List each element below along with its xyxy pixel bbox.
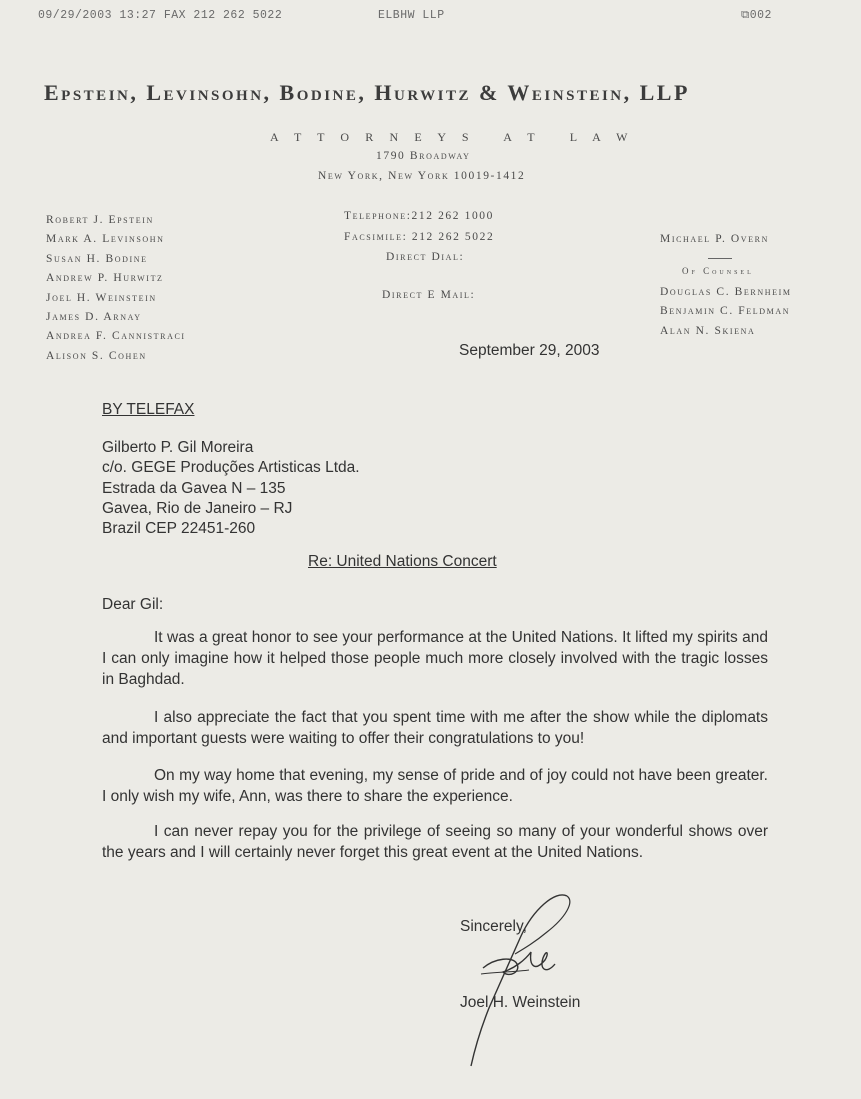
fax-sender: ELBHW LLP [378, 9, 445, 22]
counsel-name: Douglas C. Bernheim [660, 286, 792, 298]
paragraph: I can never repay you for the privilege of seeing so many of your wonderful shows over the years and I will certainly never forget this great event at the United Nations. [102, 823, 768, 861]
partner-name: Joel H. Weinstein [46, 291, 157, 304]
address-line-1: 1790 Broadway [376, 150, 471, 162]
closing: Sincerely, [460, 918, 527, 935]
partner-name: Mark A. Levinsohn [46, 233, 165, 246]
firm-name: Epstein, Levinsohn, Bodine, Hurwitz & Weinstein, LLP [44, 80, 690, 105]
subject-line: Re: United Nations Concert [308, 553, 497, 570]
counsel-name: Benjamin C. Feldman [660, 305, 791, 318]
handwritten-signature [455, 888, 585, 1068]
address-line-2: New York, New York 10019-1412 [318, 170, 526, 182]
of-counsel-label: Of Counsel [682, 266, 754, 276]
partners-list [46, 211, 186, 366]
partner-name: Susan H. Bodine [46, 252, 148, 265]
signatory-name: Joel H. Weinstein [460, 994, 581, 1011]
salutation: Dear Gil: [102, 596, 164, 613]
partner-name: Andrea F. Cannistraci [46, 330, 186, 343]
partner-name: Alison S. Cohen [46, 349, 147, 362]
recipient-address [102, 438, 360, 539]
fax-timestamp: 09/29/2003 13:27 FAX 212 262 5022 [38, 9, 283, 22]
of-counsel-list [660, 283, 792, 341]
divider [708, 258, 732, 259]
paragraph: I also appreciate the fact that you spent time with me after the show while the diplomats and important guests were waiting to offer their congratulations to you! [102, 709, 768, 747]
address-line: Gilberto P. Gil Moreira [102, 439, 254, 456]
direct-dial-label: Direct Dial: [386, 251, 465, 263]
fax-page-number: ⧉002 [741, 9, 772, 22]
letter-date: September 29, 2003 [459, 342, 600, 359]
partner-right: Michael P. Overn [660, 233, 769, 245]
partner-name: Robert J. Epstein [46, 214, 154, 226]
paragraph: It was a great honor to see your performance at the United Nations. It lifted my spirits and I can only imagine how it helped those people much more closely involved with the tragic losses in Baghdad. [102, 629, 768, 688]
partner-name: James D. Arnay [46, 311, 142, 324]
firm-tagline: A T T O R N E Y S A T L A W [270, 130, 635, 144]
address-line: Gavea, Rio de Janeiro – RJ [102, 499, 293, 517]
direct-email-label: Direct E Mail: [382, 289, 476, 301]
address-line: Brazil CEP 22451-260 [102, 520, 256, 538]
partner-name: Andrew P. Hurwitz [46, 272, 164, 285]
counsel-name: Alan N. Skiena [660, 324, 756, 337]
address-line: c/o. GEGE Produções Artisticas Ltda. [102, 459, 360, 477]
address-line: Estrada da Gavea N – 135 [102, 479, 286, 497]
telephone: Telephone:212 262 1000 [344, 210, 494, 222]
paragraph: On my way home that evening, my sense of pride and of joy could not have been greater. I only wish my wife, Ann, was there to share the experience. [102, 767, 768, 805]
delivery-method: BY TELEFAX [102, 401, 195, 418]
facsimile: Facsimile: 212 262 5022 [344, 231, 495, 243]
